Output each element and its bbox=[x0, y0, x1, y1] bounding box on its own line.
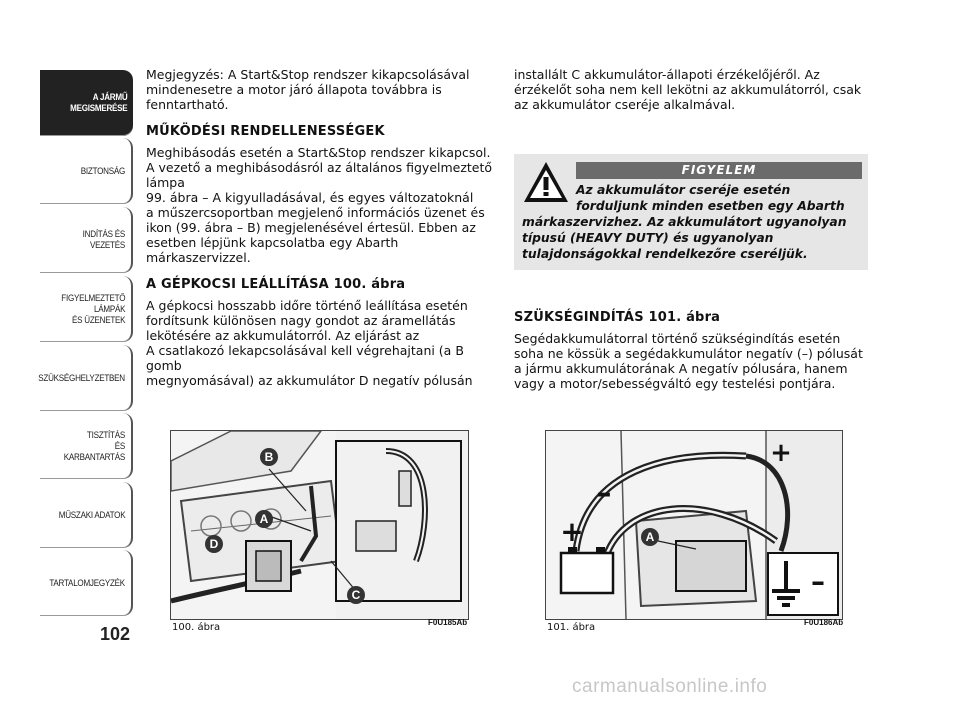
tab-label: FIGYELMEZTETŐ LÁMPÁK ÉS ÜZENETEK bbox=[61, 292, 125, 326]
minus-sign-ground: – bbox=[811, 565, 825, 598]
warning-box bbox=[514, 154, 868, 270]
section-heading-malfunctions: MŰKÖDÉSI RENDELLENESSÉGEK bbox=[146, 124, 385, 139]
warning-text bbox=[522, 182, 864, 262]
tab-index[interactable] bbox=[40, 550, 133, 616]
jumpstart-paragraph: Segédakkumulátorral történő szükségindítás esetén soha ne kössük a segédakkumulátor negatív (–) pólusát a jármu akkumulátorának A negatív pólusára, hanem vagy a motor/sebességváltó egy testelési pontjára. bbox=[514, 331, 863, 391]
label-b: B bbox=[264, 450, 274, 464]
figure-101-jump-start bbox=[545, 430, 843, 620]
tab-label: MŰSZAKI ADATOK bbox=[58, 509, 125, 521]
tab-warning-lights[interactable] bbox=[40, 276, 133, 342]
watermark: carmanualsonline.info bbox=[572, 676, 768, 697]
section-heading-vehicle-storage: A GÉPKOCSI LEÁLLÍTÁSA 100. ábra bbox=[146, 277, 406, 292]
left-column bbox=[146, 67, 501, 388]
figure-101-code: F0U186Ab bbox=[804, 618, 844, 627]
label-d: D bbox=[209, 537, 219, 551]
label-d-marker bbox=[205, 535, 223, 553]
tab-label: A JÁRMŰ MEGISMERÉSE bbox=[69, 92, 127, 114]
plus-sign-aux-battery: + bbox=[560, 515, 584, 548]
jump-start-illustration bbox=[546, 431, 842, 619]
tab-label: SZÜKSÉGHELYZETBEN bbox=[38, 372, 125, 384]
label-a-marker bbox=[255, 510, 273, 528]
right-column-jumpstart bbox=[514, 310, 874, 391]
figure-100-battery-disconnect bbox=[170, 430, 469, 620]
battery-terminal-illustration bbox=[171, 431, 468, 619]
note-paragraph: Megjegyzés: A Start&Stop rendszer kikapcsolásával mindenesetre a motor járó állapota továbbra is fenntartható. bbox=[146, 67, 470, 112]
warning-text-first: Az akkumulátor cseréje esetén forduljunk minden esetben egy Abarth bbox=[576, 183, 845, 213]
tab-label: INDÍTÁS ÉS VEZETÉS bbox=[82, 229, 125, 251]
right-column-intro bbox=[514, 67, 874, 112]
tab-safety[interactable] bbox=[40, 138, 133, 204]
label-a: A bbox=[259, 512, 269, 526]
warning-text-rest: márkaszervizhez. Az akkumulátort ugyanolyan típusú (HEAVY DUTY) és ugyanolyan tulajdonságokkal rendelkezőre cseréljük. bbox=[522, 215, 847, 261]
tab-technical-data[interactable] bbox=[40, 482, 133, 548]
malfunction-paragraph: Meghibásodás esetén a Start&Stop rendszer kikapcsol. A vezető a meghibásodásról az általános figyelmeztető lámpa 99. ábra – A kigyulladásával, és egyes változatoknál a műszercsoportban megjelenő információs üzenet és ikon (99. ábra – B) megjelenésével értesül. Ebben az esetben lépjünk kapcsolatba egy Abarth márkaszervizzel. bbox=[146, 145, 493, 265]
figure-101-caption: 101. ábra bbox=[547, 622, 596, 633]
tab-emergency[interactable] bbox=[40, 345, 133, 411]
label-b-marker bbox=[260, 448, 278, 466]
figure-100-caption: 100. ábra bbox=[172, 622, 221, 633]
minus-sign-cable: – bbox=[596, 476, 612, 511]
tab-label: TISZTÍTÁS ÉS KARBANTARTÁS bbox=[63, 429, 125, 463]
tab-maintenance[interactable] bbox=[40, 413, 133, 479]
tab-vehicle-knowledge[interactable] bbox=[40, 70, 133, 136]
label-a-marker bbox=[641, 528, 659, 546]
label-c-marker bbox=[347, 586, 365, 604]
page-number: 102 bbox=[100, 624, 131, 644]
label-c: C bbox=[351, 588, 361, 602]
tab-label: BIZTONSÁG bbox=[80, 165, 125, 177]
warning-title: FIGYELEM bbox=[576, 162, 862, 179]
label-a: A bbox=[645, 530, 655, 544]
tab-starting-driving[interactable] bbox=[40, 207, 133, 273]
section-heading-jumpstart: SZÜKSÉGINDÍTÁS 101. ábra bbox=[514, 310, 721, 325]
vehicle-storage-paragraph: A gépkocsi hosszabb időre történő leállítása esetén fordítsunk különösen nagy gondot az áramellátás lekötésére az akkumulátorról. Az eljárást az A csatlakozó lekapcsolásával kell végrehajtani (a B gomb megnyomásával) az akkumulátor D negatív pólusán bbox=[146, 298, 473, 388]
tab-label: TARTALOMJEGYZÉK bbox=[49, 577, 125, 589]
sensor-paragraph: installált C akkumulátor-állapoti érzékelőjéről. Az érzékelőt soha nem kell lekötni az akkumulátorról, csak az akkumulátor cseréje alkalmával. bbox=[514, 67, 862, 112]
plus-sign-vehicle: + bbox=[770, 438, 792, 468]
figure-100-code: F0U185Ab bbox=[428, 618, 468, 627]
